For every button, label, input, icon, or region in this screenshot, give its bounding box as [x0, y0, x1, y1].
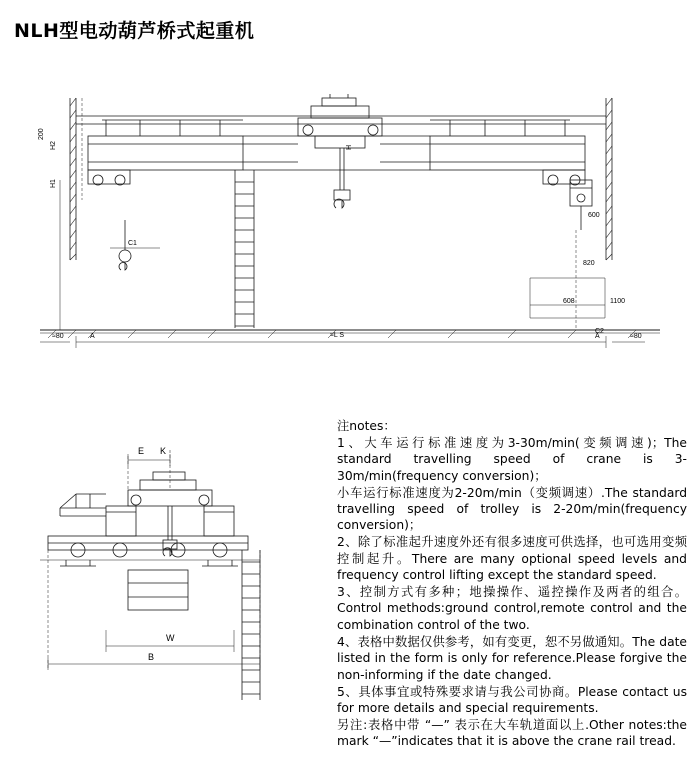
note-item-1: 1、大车运行标准速度为3-30m/min(变频调速)；The standard travelling speed of crane is 3-30m/min(frequency conversion)； [337, 435, 687, 483]
section-svg [20, 420, 320, 720]
section-view-drawing [20, 420, 320, 720]
dim-label-b: B [148, 652, 155, 662]
page-title: NLH型电动葫芦桥式起重机 [14, 20, 255, 42]
dim-label-600: 600 [588, 212, 600, 219]
note-item-3: 3、控制方式有多种；地操操作、遥控操作及两者的组合。Control methods:ground control,remote control and the combination control of the two. [337, 585, 687, 632]
dim-label-820: 820 [583, 260, 595, 267]
dim-label-h2: 200 [38, 128, 45, 140]
dim-label-e: E [138, 446, 145, 456]
dim-label-80-left: ≈80 [52, 333, 64, 340]
dim-label-608: 608 [563, 298, 575, 305]
dim-label-span: ≈L S [330, 332, 345, 339]
dim-label-a-right: A [595, 333, 600, 340]
dim-label-k: K [160, 446, 167, 456]
elevation-view-drawing [30, 80, 670, 370]
dim-label-h: H [346, 144, 353, 150]
elevation-svg [30, 80, 670, 370]
dim-label-h1: H1 [50, 179, 57, 188]
dim-label-w: W [166, 633, 175, 643]
note-item-1b: 小车运行标准速度为2-20m/min（变频调速）.The standard travelling speed of trolley is 2-20m/min(frequency conversion)； [337, 485, 687, 533]
dim-label-c1: C1 [128, 240, 137, 247]
note-item-5: 5、具体事宜或特殊要求请与我公司协商。Please contact us for more details and special requirements. [337, 684, 687, 715]
dim-label-80-right: ≈80 [630, 333, 642, 340]
notes-block [337, 418, 687, 750]
notes-heading: 注notes： [337, 419, 396, 433]
dim-label-1100: 1100 [610, 298, 626, 305]
dim-label-a-left: A [90, 333, 95, 340]
note-item-extra: 另注:表格中带 “—” 表示在大车轨道面以上.Other notes:the mark “—”indicates that it is above the crane rail tread. [337, 717, 687, 749]
note-item-4: 4、表格中数据仅供参考，如有变更，恕不另做通知。The date listed in the form is only for reference.Please forgive the non-informing if the date changed. [337, 634, 687, 682]
dim-label-c2: C2 [595, 328, 604, 335]
note-item-2: 2、除了标准起升速度外还有很多速度可供选择，也可选用变频控制起升。There are many optional speed levels and frequency control lifting except the standard speed. [337, 535, 687, 583]
dim-label-h2b: H2 [50, 141, 57, 150]
